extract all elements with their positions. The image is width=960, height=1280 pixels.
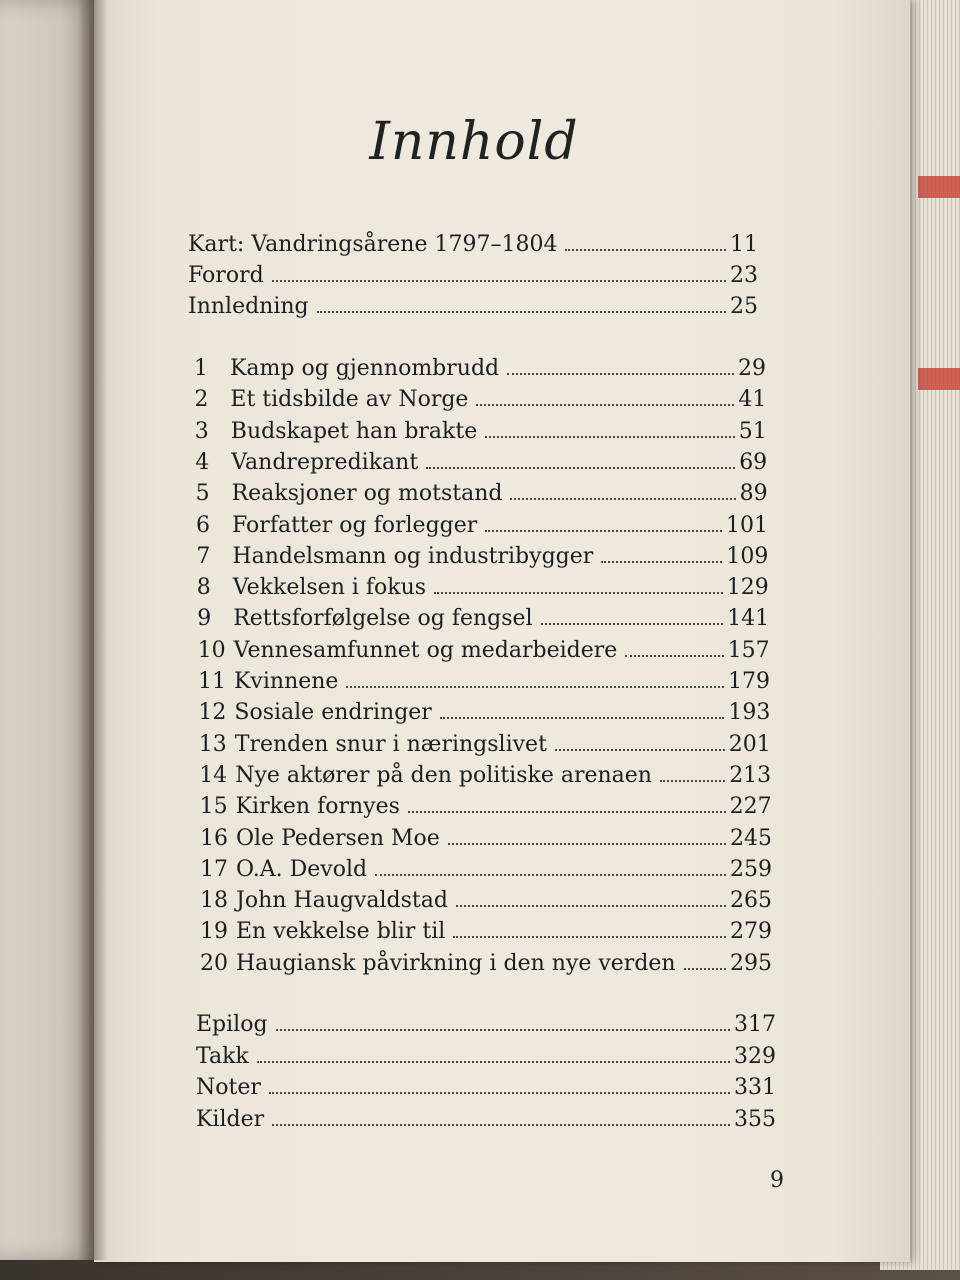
- entry-page-number: 245: [730, 825, 772, 851]
- dot-leader: [440, 717, 725, 719]
- dot-leader: [541, 623, 724, 625]
- gutter-shadow: [78, 0, 108, 1260]
- chapter-entry: [198, 700, 770, 725]
- chapter-number: 3: [194, 418, 209, 444]
- entry-title: Haugiansk påvirkning i den nye verden: [236, 950, 676, 976]
- entry-page-number: 331: [734, 1075, 776, 1100]
- chapter-number: 17: [200, 856, 228, 882]
- entry-title: Reaksjoner og motstand: [231, 481, 503, 507]
- entry-page-number: 25: [730, 294, 758, 319]
- chapter-entry: [200, 794, 772, 819]
- entry-title: Rettsforfølgelse og fengsel: [233, 606, 533, 632]
- toc-entry: [196, 1107, 776, 1132]
- chapter-number: 11: [198, 669, 226, 694]
- entry-page-number: 227: [729, 794, 772, 820]
- chapter-number: 9: [197, 606, 212, 632]
- toc-entry: [196, 1012, 776, 1037]
- entry-title: Nye aktører på den politiske arenaen: [235, 762, 652, 788]
- toc-entry: [196, 1075, 776, 1100]
- entry-title: Epilog: [196, 1012, 268, 1037]
- entry-page-number: 51: [738, 418, 767, 444]
- entry-page-number: 295: [730, 950, 772, 976]
- entry-title: Vennesamfunnet og medarbeidere: [233, 637, 618, 663]
- entry-page-number: 109: [726, 543, 769, 569]
- chapter-entry: [199, 732, 771, 757]
- entry-title: Forfatter og forlegger: [232, 512, 478, 538]
- chapter-entry: [196, 481, 768, 506]
- dot-leader: [346, 686, 724, 688]
- entry-page-number: 29: [738, 356, 766, 381]
- entry-title: Ole Pedersen Moe: [236, 825, 440, 851]
- entry-page-number: 279: [730, 919, 772, 945]
- chapter-number: 4: [195, 449, 210, 475]
- chapter-number: 13: [198, 731, 227, 757]
- chapter-entry: [194, 356, 766, 381]
- chapter-number: 8: [196, 575, 211, 601]
- chapter-entry: [198, 669, 770, 694]
- dot-leader: [453, 936, 726, 938]
- entry-page-number: 89: [739, 481, 768, 507]
- chapter-number: 10: [197, 637, 226, 663]
- entry-title: Vekkelsen i fokus: [232, 575, 427, 601]
- entry-title: Noter: [196, 1075, 261, 1100]
- dot-leader: [272, 280, 726, 282]
- red-ribbon-mark: [918, 368, 960, 390]
- chapter-entry: [195, 419, 767, 444]
- chapter-number: 15: [199, 794, 228, 820]
- dot-leader: [448, 843, 726, 845]
- chapter-entry: [196, 544, 768, 569]
- red-ribbon-mark: [918, 176, 960, 198]
- entry-page-number: 179: [728, 669, 770, 694]
- entry-page-number: 23: [730, 263, 758, 288]
- toc-entry: [188, 294, 758, 319]
- page-title: Innhold: [369, 112, 579, 172]
- chapter-number: 1: [194, 356, 208, 381]
- dot-leader: [485, 436, 735, 438]
- entry-page-number: 201: [728, 731, 771, 757]
- entry-page-number: 329: [734, 1043, 776, 1069]
- chapter-entry: [198, 638, 770, 663]
- dot-leader: [317, 311, 726, 313]
- dot-leader: [601, 561, 722, 563]
- chapter-entry: [200, 951, 772, 976]
- dot-leader: [257, 1061, 730, 1063]
- chapter-number: 14: [199, 762, 228, 788]
- toc-entry: [196, 1044, 776, 1069]
- dot-leader: [375, 874, 726, 876]
- entry-page-number: 193: [728, 700, 771, 726]
- chapter-entry: [194, 387, 766, 412]
- chapter-number: 2: [194, 387, 209, 413]
- entry-page-number: 355: [734, 1106, 776, 1132]
- chapter-entry: [197, 575, 769, 600]
- toc-entry: [188, 263, 758, 288]
- dot-leader: [510, 498, 735, 500]
- dot-leader: [660, 780, 725, 782]
- entry-title: Trenden snur i næringslivet: [234, 731, 547, 757]
- entry-title: Handelsmann og industribygger: [232, 543, 594, 569]
- dot-leader: [507, 373, 734, 375]
- chapter-number: 5: [195, 481, 210, 507]
- entry-title: Forord: [188, 263, 264, 288]
- chapter-number: 20: [200, 950, 228, 976]
- page-number: 9: [770, 1168, 784, 1193]
- chapter-number: 16: [200, 825, 228, 851]
- entry-title: Innledning: [188, 294, 309, 319]
- dot-leader: [485, 530, 722, 532]
- chapter-entry: [200, 919, 772, 944]
- chapter-number: 6: [196, 512, 210, 538]
- entry-title: Sosiale endringer: [234, 700, 432, 726]
- dot-leader: [476, 404, 734, 406]
- dot-leader: [269, 1092, 730, 1094]
- dot-leader: [272, 1124, 730, 1126]
- entry-title: En vekkelse blir til: [236, 919, 446, 945]
- entry-page-number: 317: [734, 1012, 776, 1037]
- entry-page-number: 157: [727, 637, 770, 663]
- dot-leader: [625, 655, 723, 657]
- chapter-entry: [199, 763, 771, 788]
- entry-title: Kamp og gjennombrudd: [230, 356, 500, 381]
- chapter-entry: [200, 888, 772, 913]
- entry-title: Kart: Vandringsårene 1797–1804: [188, 232, 558, 257]
- dot-leader: [555, 749, 725, 751]
- entry-page-number: 259: [730, 856, 772, 882]
- entry-page-number: 69: [739, 449, 768, 475]
- entry-page-number: 141: [727, 606, 770, 632]
- contents-page: [94, 0, 910, 1262]
- chapter-number: 7: [196, 543, 211, 569]
- chapter-number: 18: [200, 888, 228, 914]
- dot-leader: [565, 249, 726, 251]
- entry-title: Kirken fornyes: [235, 794, 400, 820]
- dot-leader: [408, 811, 726, 813]
- chapter-number: 19: [200, 919, 228, 945]
- entry-page-number: 129: [726, 575, 769, 601]
- chapter-entry: [200, 857, 772, 882]
- entry-title: Vandrepredikant: [231, 449, 419, 475]
- entry-page-number: 11: [730, 232, 758, 257]
- dot-leader: [426, 467, 735, 469]
- toc-entry: [188, 232, 758, 257]
- entry-page-number: 101: [726, 512, 768, 538]
- entry-page-number: 265: [730, 888, 772, 914]
- chapter-entry: [200, 826, 772, 851]
- entry-page-number: 213: [729, 762, 772, 788]
- entry-title: Budskapet han brakte: [230, 418, 478, 444]
- dot-leader: [434, 592, 723, 594]
- dot-leader: [276, 1029, 730, 1031]
- entry-page-number: 41: [738, 387, 767, 413]
- entry-title: John Haugvaldstad: [236, 888, 448, 914]
- chapter-entry: [196, 513, 768, 538]
- entry-title: O.A. Devold: [236, 856, 368, 882]
- dot-leader: [456, 905, 726, 907]
- chapter-number: 12: [198, 700, 227, 726]
- dot-leader: [684, 968, 726, 970]
- entry-title: Takk: [196, 1043, 249, 1069]
- entry-title: Kilder: [196, 1106, 265, 1132]
- chapter-entry: [197, 606, 769, 631]
- entry-title: Et tidsbilde av Norge: [230, 387, 469, 413]
- chapter-entry: [195, 450, 767, 475]
- entry-title: Kvinnene: [234, 669, 339, 694]
